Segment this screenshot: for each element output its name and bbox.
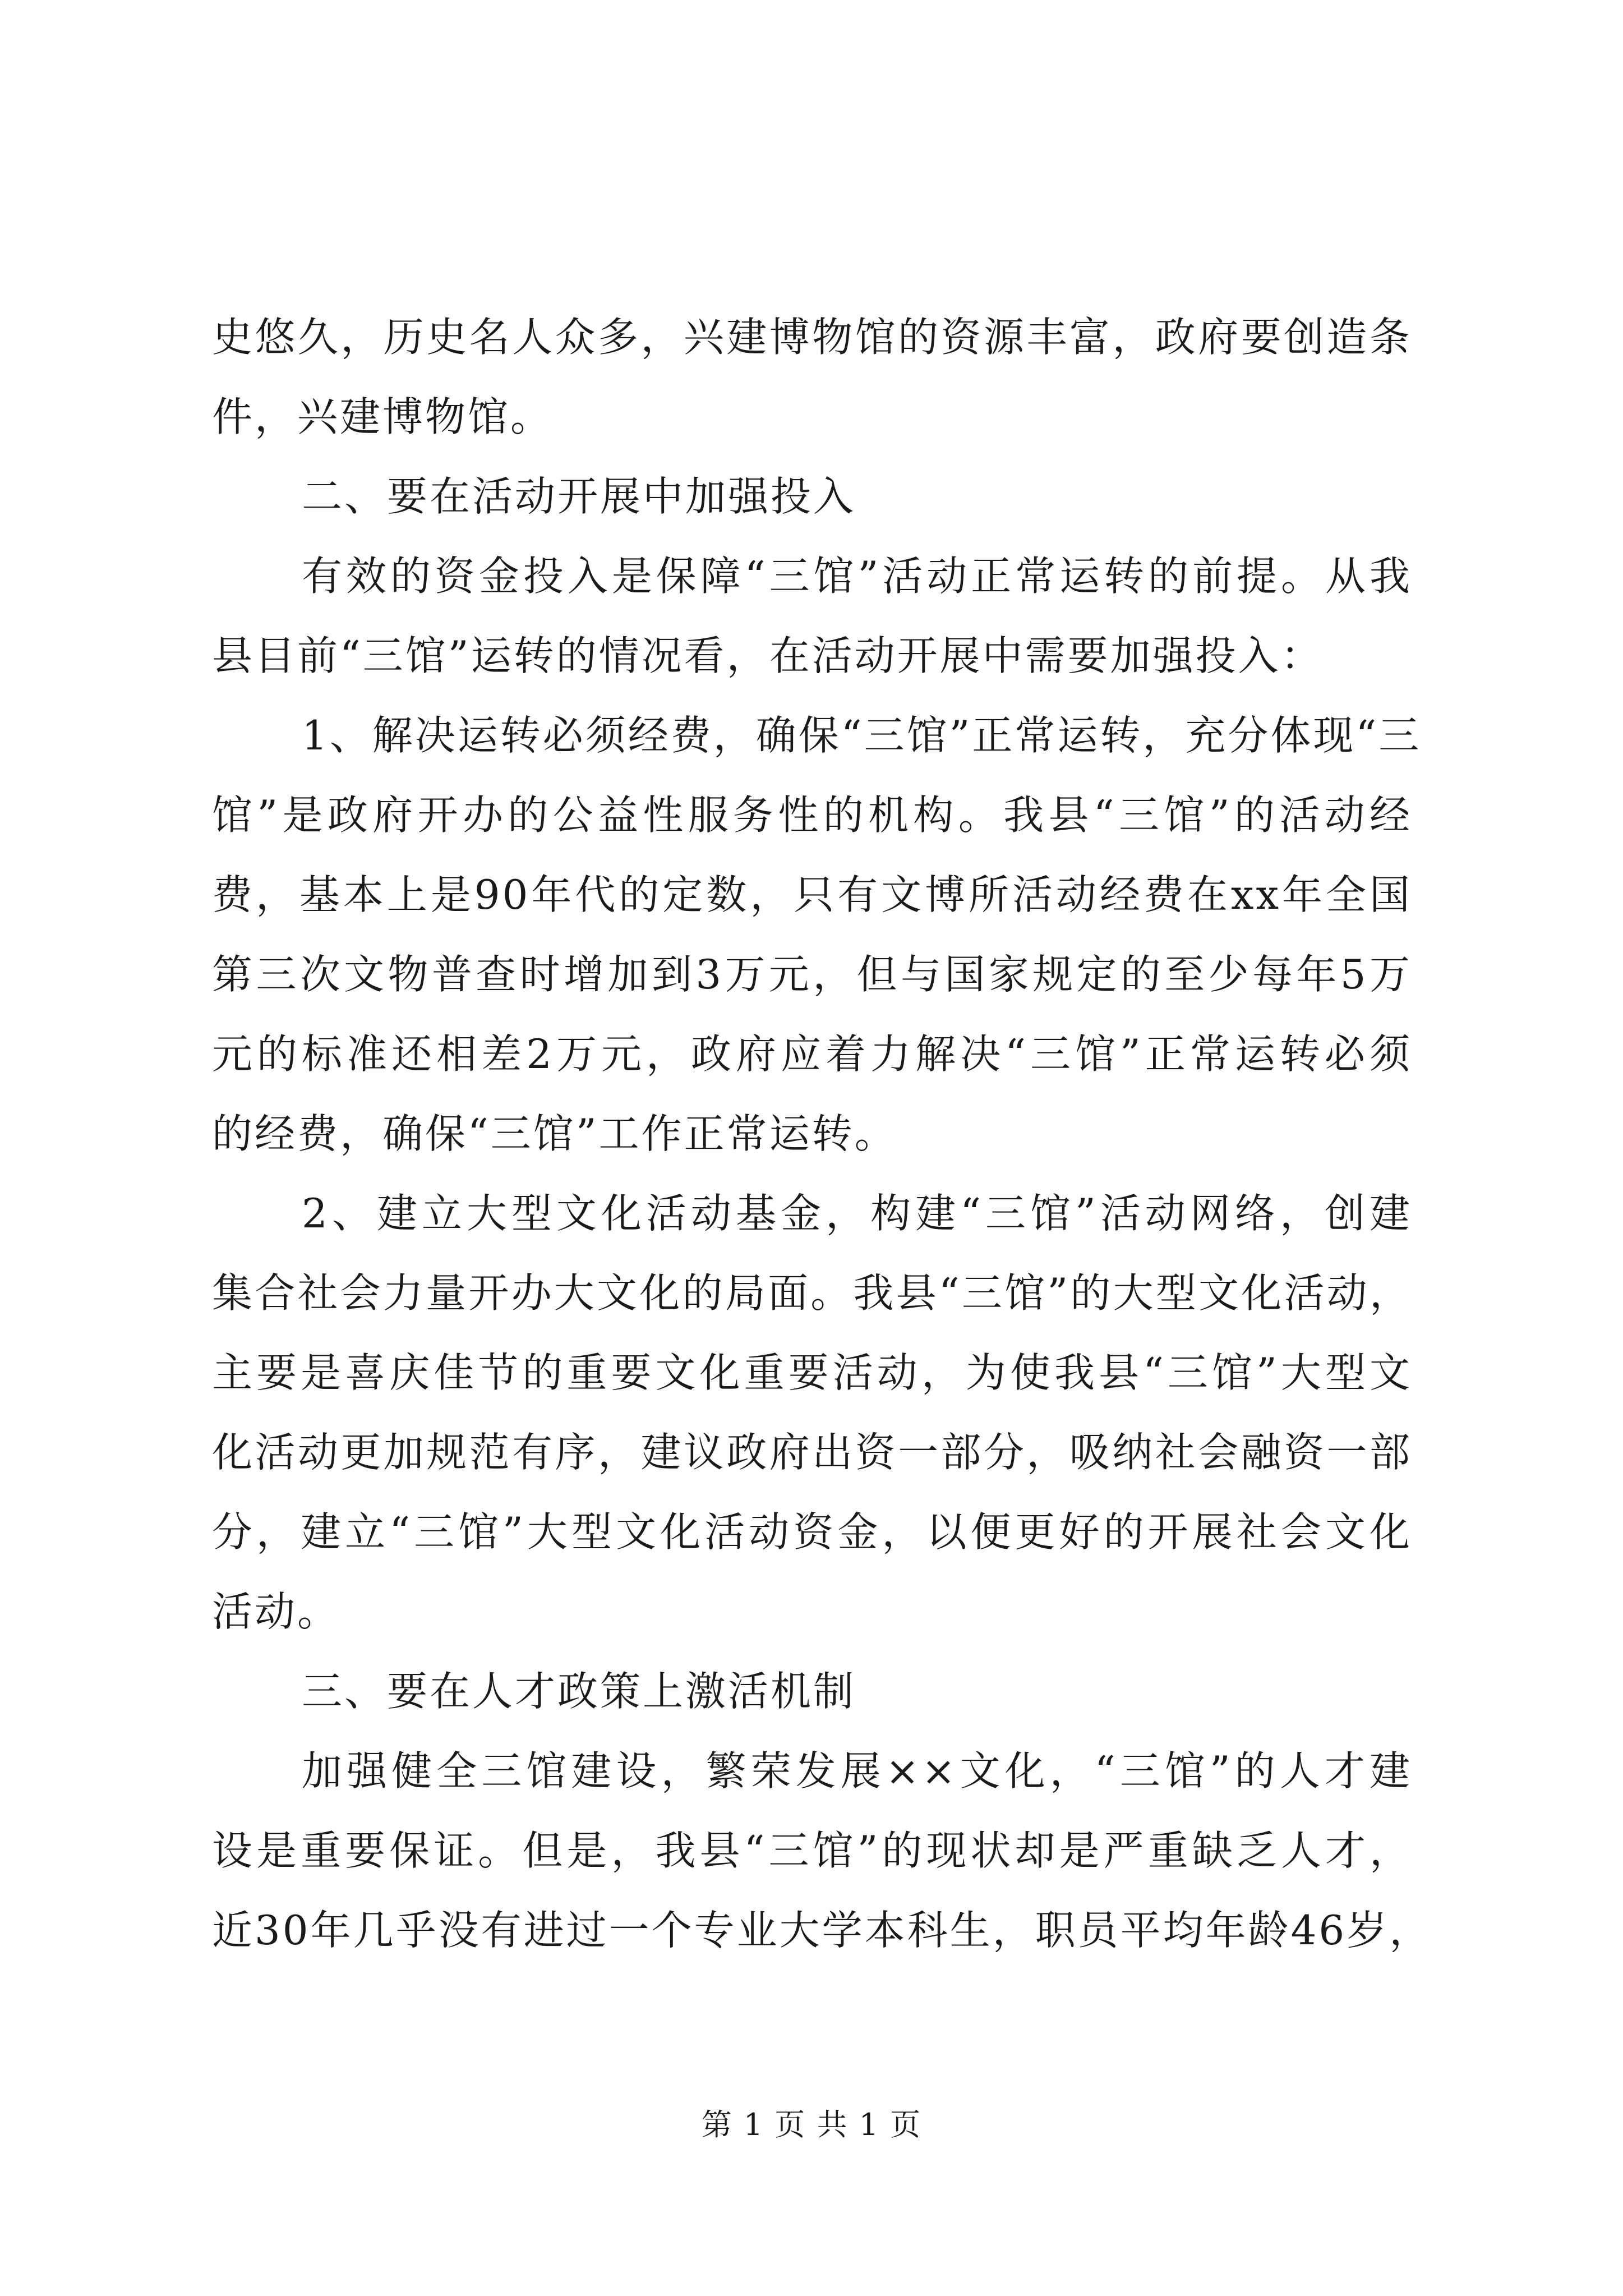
text-line: 元的标准还相差2万元，政府应着力解决“三馆”正常运转必须 [212,1030,1412,1078]
text-line: 馆”是政府开办的公益性服务性的机构。我县“三馆”的活动经 [212,792,1412,839]
text-line: 三、要在人才政策上激活机制 [302,1668,856,1715]
text-line: 活动。 [212,1588,340,1635]
document-body [212,297,1432,1970]
text-line: 二、要在活动开展中加强投入 [302,473,856,520]
text-line: 件，兴建博物馆。 [212,393,554,440]
text-line: 第三次文物普查时增加到3万元，但与国家规定的至少每年5万 [212,951,1412,998]
text-line: 分，建立“三馆”大型文化活动资金，以便更好的开展社会文化 [212,1508,1412,1556]
text-line: 加强健全三馆建设，繁荣发展××文化，“三馆”的人才建 [302,1747,1412,1795]
text-line: 县目前“三馆”运转的情况看，在活动开展中需要加强投入： [212,632,1324,679]
text-line: 近30年几乎没有进过一个专业大学本科生，职员平均年龄46岁， [212,1907,1432,1954]
page-footer: 第 1 页 共 1 页 [701,2107,922,2142]
text-line: 有效的资金投入是保障“三馆”活动正常运转的前提。从我 [302,553,1412,600]
text-line: 的经费，确保“三馆”工作正常运转。 [212,1110,897,1157]
text-line: 费，基本上是90年代的定数，只有文博所活动经费在xx年全国 [212,871,1412,918]
text-line: 1、解决运转必须经费，确保“三馆”正常运转，充分体现“三 [302,712,1422,759]
text-line: 设是重要保证。但是，我县“三馆”的现状却是严重缺乏人才， [212,1827,1412,1874]
text-line: 集合社会力量开办大文化的局面。我县“三馆”的大型文化活动， [212,1269,1412,1317]
text-line: 主要是喜庆佳节的重要文化重要活动，为使我县“三馆”大型文 [212,1349,1412,1396]
text-line: 史悠久，历史名人众多，兴建博物馆的资源丰富，政府要创造条 [212,314,1412,361]
text-line: 化活动更加规范有序，建议政府出资一部分，吸纳社会融资一部 [212,1429,1412,1476]
text-line: 2、建立大型文化活动基金，构建“三馆”活动网络，创建 [302,1190,1412,1237]
